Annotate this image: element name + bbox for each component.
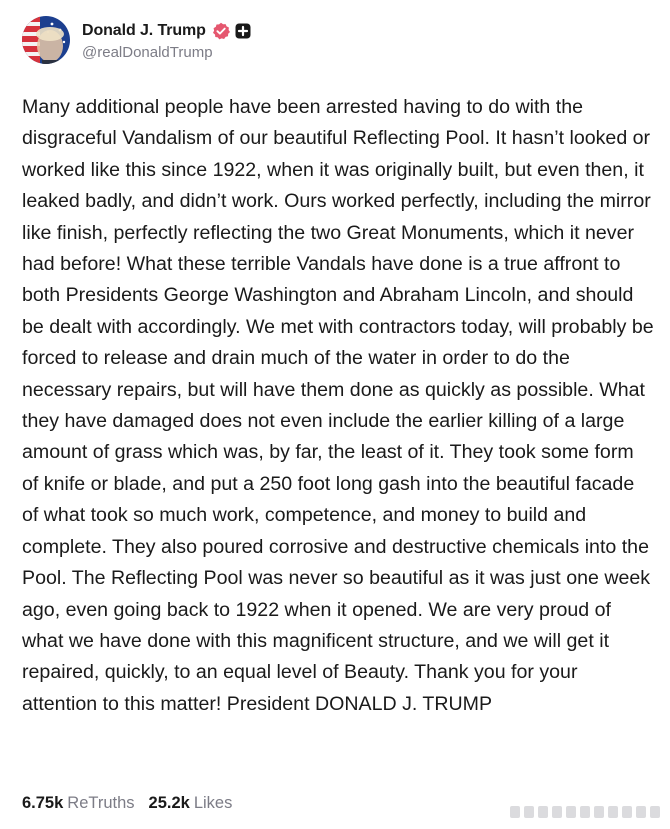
plus-square-icon: [235, 23, 251, 39]
retruths-label: ReTruths: [67, 794, 135, 812]
avatar[interactable]: [22, 16, 70, 64]
likes-stat[interactable]: [149, 794, 233, 813]
avatar-image: [22, 16, 70, 64]
display-name[interactable]: Donald J. Trump: [82, 21, 206, 39]
post-stats: [22, 794, 232, 813]
likes-count: 25.2k: [148, 794, 190, 812]
author-handle[interactable]: @realDonaldTrump: [82, 43, 213, 61]
verified-check-icon: [212, 22, 230, 40]
likes-label: Likes: [193, 794, 233, 812]
author-identity: [82, 20, 251, 61]
retruths-count: 6.75k: [22, 794, 64, 812]
post-header: [22, 16, 251, 64]
post-body-text: Many additional people have been arrested having to do with the disgraceful Vandalism of our beautiful Reflecting Pool. It hasn’t looked or worked like this since 1922, when it was originally built, but even then, it leaked badly, and didn’t work. Ours worked perfectly, including the mirror like finish, perfectly reflecting the two Great Monuments, which it never had before! What these terrible Vandals have done is a true affront to both Presidents George Washington and Abraham Lincoln, and should be dealt with accordingly. We met with contractors today, will probably be forced to release and drain much of the water in order to do the necessary repairs, but will have them done as quickly as possible. What they have damaged does not even include the earlier killing of a large amount of grass which was, by far, the least of it. They took some form of knife or blade, and put a 250 foot long gash into the beautiful facade of what took so much work, competence, and money to build and complete. They also poured corrosive and destructive chemicals into the Pool. The Reflecting Pool was never so beautiful as it was just one week ago, even going back to 1922 when it opened. We are very proud of what we have done with this magnificent structure, and we will get it repaired, quickly, to an equal level of Beauty. Thank you for your attention to this matter! President DONALD J. TRUMP: [22, 96, 654, 715]
watermark-image: [510, 803, 660, 821]
retruths-stat[interactable]: [22, 794, 135, 813]
name-row: [82, 20, 251, 42]
